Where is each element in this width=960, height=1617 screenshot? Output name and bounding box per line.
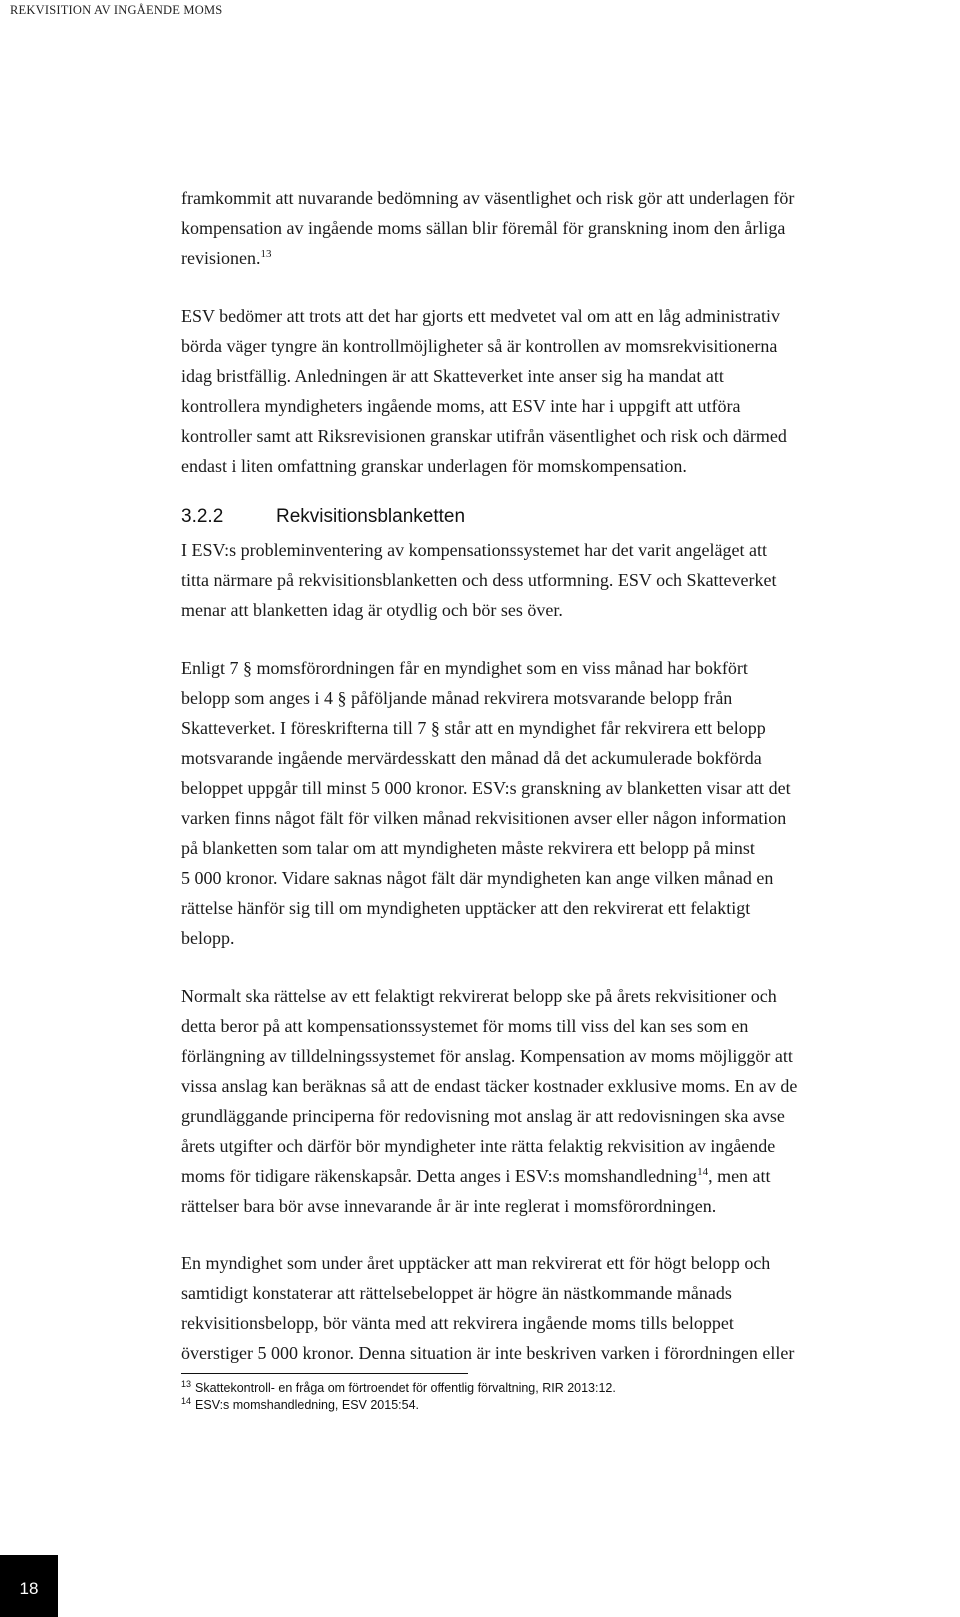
page-number: 18 [0, 1555, 58, 1617]
paragraph-5 [181, 981, 933, 1221]
footnote-ref-13[interactable]: 13 [260, 248, 272, 260]
text-line: 5 000 kronor. Vidare saknas något fält där myndigheten kan ange vilken månad en [181, 868, 774, 888]
footnote-14 [181, 1397, 921, 1414]
text-line: En myndighet som under året upptäcker att man rekvirerat ett för högt belopp och [181, 1253, 771, 1273]
text-line: börda väger tyngre än kontrollmöjligheter så är kontrollen av momsrekvisitionerna [181, 336, 778, 356]
text-line: motsvarande ingående mervärdesskatt den månad då det ackumulerade bokförda [181, 748, 762, 768]
page-body [181, 183, 933, 1368]
text-line: I ESV:s probleminventering av kompensationssystemet har det varit angeläget att [181, 540, 768, 560]
text-line: årets utgifter och därför bör myndigheter inte rätta felaktig rekvisition av ingående [181, 1136, 776, 1156]
footnote-number: 14 [181, 1395, 192, 1406]
footnote-text: ESV:s momshandledning, ESV 2015:54. [195, 1398, 419, 1412]
footnote-text: Skattekontroll- en fråga om förtroendet för offentlig förvaltning, RIR 2013:12. [195, 1381, 616, 1395]
text-line: rättelser bara bör avse innevarande år är inte reglerat i momsförordningen. [181, 1196, 717, 1216]
text-line: , men att [708, 1166, 771, 1186]
paragraph-6 [181, 1248, 933, 1368]
footnote-ref-14[interactable]: 14 [697, 1166, 709, 1178]
text-line: endast i liten omfattning granskar underlagen för momskompensation. [181, 456, 687, 476]
footnote-13 [181, 1380, 921, 1397]
text-line: moms för tidigare räkenskapsår. Detta anges i ESV:s momshandledning [181, 1166, 698, 1186]
section-number: 3.2.2 [181, 506, 224, 527]
text-line: revisionen. [181, 248, 261, 268]
text-line: förlängning av tilldelningssystemet för anslag. Kompensation av moms möjliggör att [181, 1046, 793, 1066]
text-line: belopp som anges i 4 § påföljande månad rekvirera motsvarande belopp från [181, 688, 733, 708]
paragraph-4 [181, 653, 933, 953]
running-header: REKVISITION AV INGÅENDE MOMS [10, 3, 223, 17]
text-line: ESV bedömer att trots att det har gjorts ett medvetet val om att en låg administrativ [181, 306, 781, 326]
text-line: rekvisitionsbelopp, bör vänta med att rekvirera ingående moms tills beloppet [181, 1313, 734, 1333]
text-line: kontrollera myndigheters ingående moms, att ESV inte har i uppgift att utföra [181, 396, 741, 416]
text-line: titta närmare på rekvisitionsblanketten och dess utformning. ESV och Skatteverket [181, 570, 777, 590]
text-line: Skatteverket. I föreskrifterna till 7 § står att en myndighet får rekvirera ett belopp [181, 718, 766, 738]
footnote-number: 13 [181, 1378, 192, 1389]
section-title: Rekvisitionsblanketten [276, 506, 466, 527]
text-line: framkommit att nuvarande bedömning av väsentlighet och risk gör att underlagen för [181, 188, 795, 208]
text-line: överstiger 5 000 kronor. Denna situation är inte beskriven varken i förordningen eller [181, 1343, 795, 1363]
paragraph-3 [181, 535, 933, 625]
paragraph-2 [181, 301, 933, 481]
text-line: grundläggande principerna för redovisning mot anslag är att redovisningen ska avse [181, 1106, 785, 1126]
text-line: idag bristfällig. Anledningen är att Skatteverket inte anser sig ha mandat att [181, 366, 724, 386]
footnotes [181, 1380, 921, 1414]
paragraph-1 [181, 183, 933, 273]
text-line: detta beror på att kompensationssystemet för moms till viss del kan ses som en [181, 1016, 749, 1036]
text-line: belopp. [181, 928, 235, 948]
text-line: Enligt 7 § momsförordningen får en myndighet som en viss månad har bokfört [181, 658, 748, 678]
text-line: beloppet uppgår till minst 5 000 kronor. ESV:s granskning av blanketten visar att det [181, 778, 791, 798]
text-line: Normalt ska rättelse av ett felaktigt rekvirerat belopp ske på årets rekvisitioner och [181, 986, 777, 1006]
text-line: samtidigt konstaterar att rättelsebeloppet är högre än nästkommande månads [181, 1283, 732, 1303]
text-line: på blanketten som talar om att myndigheten måste rekvirera ett belopp på minst [181, 838, 755, 858]
text-line: rättelse hänför sig till om myndigheten upptäcker att den rekvirerat ett felaktigt [181, 898, 751, 918]
text-line: kompensation av ingående moms sällan blir föremål för granskning inom den årliga [181, 218, 786, 238]
text-line: varken finns något fält för vilken månad rekvisitionen avser eller någon information [181, 808, 787, 828]
text-line: kontroller samt att Riksrevisionen granskar utifrån väsentlighet och risk och därmed [181, 426, 787, 446]
text-line: vissa anslag kan beräknas så att de endast täcker kostnader exklusive moms. En av de [181, 1076, 798, 1096]
footnote-divider [181, 1373, 468, 1374]
text-line: menar att blanketten idag är otydlig och bör ses över. [181, 600, 563, 620]
section-heading [181, 499, 933, 535]
